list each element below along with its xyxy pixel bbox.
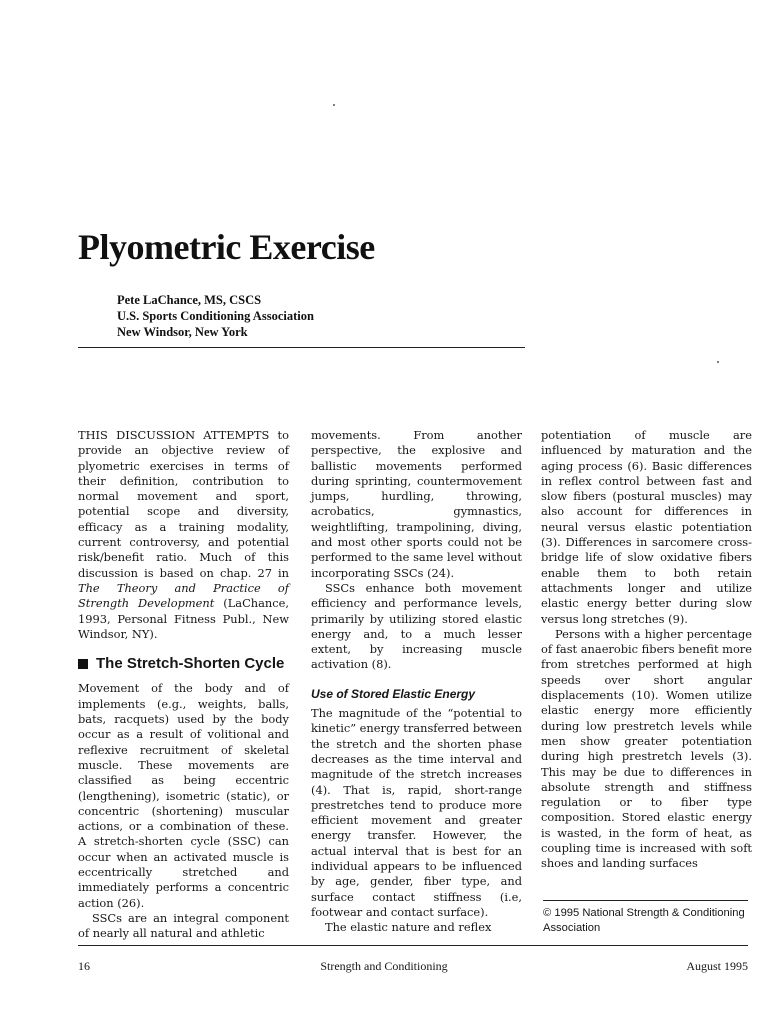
copyright-notice: © 1995 National Strength & Conditioning Association — [543, 907, 745, 934]
text-column-2 — [311, 428, 522, 936]
section-heading-text: The Stretch-Shorten Cycle — [96, 655, 285, 673]
paragraph: movements. From another perspective, the explosive and ballistic movements performed during sprinting, countermovement jumps, hurdling, throwing, acrobatics, gymnastics, weightlifting, trampolining, diving, and most other sports could not be performed to the same level without incorporating SSCs (24). — [311, 428, 522, 580]
author-location: New Windsor, New York — [117, 325, 248, 339]
text-column-3 — [541, 428, 752, 872]
text-column-1 — [78, 428, 289, 942]
section-heading — [78, 656, 289, 671]
article-title: Plyometric Exercise — [78, 227, 375, 267]
paragraph: SSCs enhance both movement efficiency and performance levels, primarily by utilizing stored elastic energy and, to a much lesser extent, by increasing muscle activation (8). — [311, 580, 522, 672]
paragraph: potentiation of muscle are influenced by maturation and the aging process (6). Basic differences in reflex control between fast and slow fibers (postural muscles) may also account for differences in neural versus elastic potentiation (3). Differences in sarcomere cross-bridge life of slow oxidative fibers enable them to both retain attachments longer and utilize elastic energy better during slow versus long stretches (9). — [541, 428, 752, 626]
journal-name: Strength and Conditioning — [320, 959, 448, 973]
author-name: Pete LaChance, MS, CSCS — [117, 293, 262, 307]
paragraph: The magnitude of the “potential to kinetic” energy transferred between the stretch and the shorten phase decreases as the time interval and magnitude of the stretch increases (4). That is, rapid, short-range prestretches tend to produce more efficient movement and greater energy transfer. However, the actual interval that is best for an individual appears to be influenced by age, gender, fiber type, and surface contact stiffness (i.e, footwear and contact surface). — [311, 706, 522, 919]
copyright-divider — [543, 900, 748, 901]
book-title: The Theory and Practice of Strength Development — [78, 580, 289, 611]
paragraph: Persons with a higher percentage of fast anaerobic fibers benefit more from stretches performed at high speeds over short angular displacements (10). Women utilize elastic energy more efficiently during low prestretch levels while men show greater potentiation during high prestretch levels (3). This may be due to differences in absolute strength and stiffness regulation or to fiber type composition. Stored elastic energy is wasted, in the form of heat, as coupling time is increased with soft shoes and landing surfaces — [541, 626, 752, 871]
author-block — [117, 292, 314, 340]
section-bullet-icon — [78, 659, 88, 669]
paragraph: The elastic nature and reflex — [325, 920, 492, 935]
intro-paragraph — [78, 428, 289, 642]
footer-divider — [78, 945, 748, 946]
paragraph: Movement of the body and of implements (e.g., weights, balls, bats, racquets) used by the body occur as a result of volitional and reflexive recruitment of skeletal muscle. These movements are classified as being eccentric (lengthening), isometric (static), or concentric (shortening) muscular actions, or a combination of these. A stretch-shorten cycle (SSC) can occur when an activated muscle is eccentrically stretched and immediately performs a concentric action (26). — [78, 681, 289, 910]
scan-speck — [333, 104, 335, 106]
header-divider — [78, 347, 525, 348]
scan-speck — [717, 361, 719, 363]
page-number: 16 — [78, 959, 90, 973]
author-affiliation: U.S. Sports Conditioning Association — [117, 309, 314, 323]
issue-date: August 1995 — [686, 959, 748, 973]
intro-text-tail: (LaChance, 1993, Personal Fitness Publ., New Windsor, NY). — [78, 596, 289, 641]
subsection-heading: Use of Stored Elastic Energy — [311, 686, 476, 701]
intro-text: THIS DISCUSSION ATTEMPTS to provide an objective review of plyometric exercises in terms of their definition, contribution to normal movement and sport, potential scope and diversity, efficacy as a training modality, current controversy, and potential risk/benefit ratio. Much of this discussion is based on chap. 27 in — [78, 428, 289, 580]
paragraph: SSCs are an integral component of nearly all natural and athletic — [78, 910, 289, 941]
